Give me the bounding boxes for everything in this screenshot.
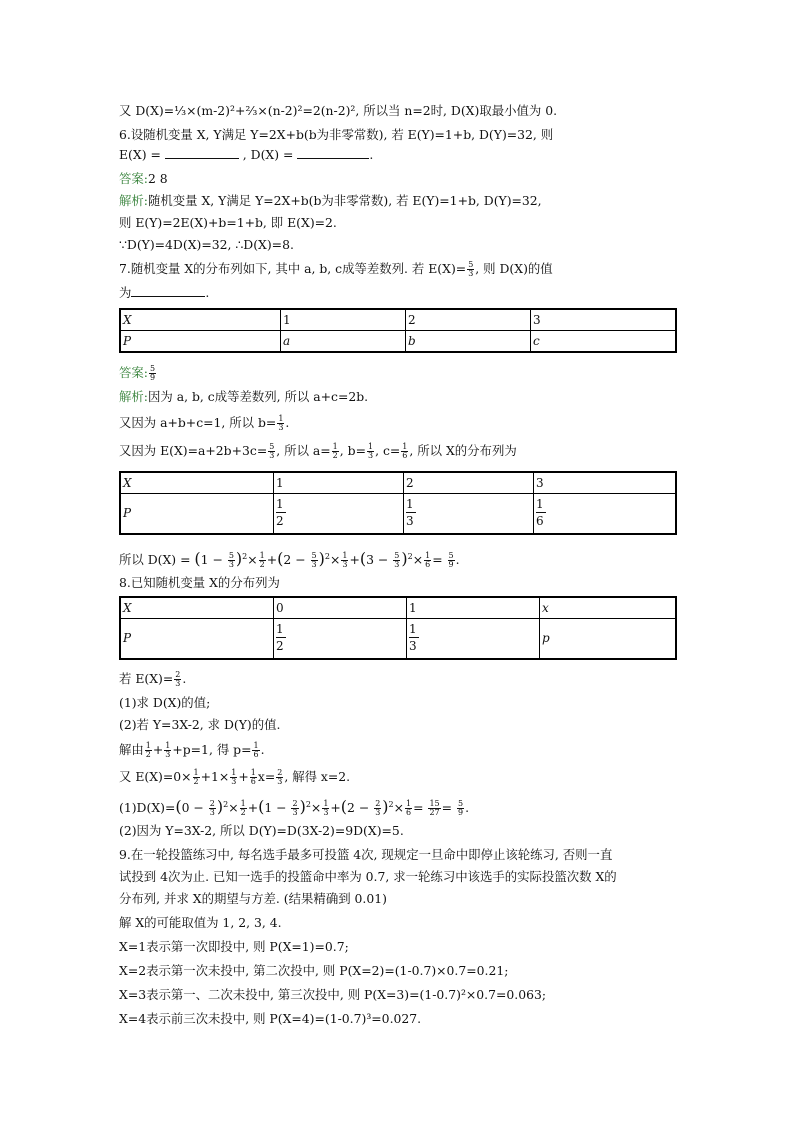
table-cell: $\frac{1}{3}$ xyxy=(407,619,540,659)
q6-blank-a[interactable] xyxy=(165,146,239,159)
fraction: $\frac{5}{9}$ xyxy=(149,364,156,382)
q8-sol-2: 又 E(X)=0× $\frac{1}{2}$ +1× $\frac{1}{3}$ + $\frac{1}{6}$ x= $\frac{2}{3}$ , 解得 x=2. xyxy=(119,768,351,786)
table-cell: $\frac{1}{2}$ xyxy=(274,619,407,659)
q6-blanks: E(X) = , D(X) = . xyxy=(119,147,374,162)
table-cell: c xyxy=(531,331,677,353)
q7-stem xyxy=(119,260,553,278)
q6-blank-b[interactable] xyxy=(297,146,369,159)
q9-stem-3: 分布列, 并求 X的期望与方差. (结果精确到 0.01) xyxy=(119,891,387,906)
q9-sol-1: 解 X的可能取值为 1, 2, 3, 4. xyxy=(119,915,282,930)
table-cell: 1 xyxy=(274,472,404,494)
q7-blank[interactable] xyxy=(131,284,205,297)
q6-answer xyxy=(119,170,168,188)
analysis-text: 随机变量 X, Y满足 Y=2X+b(b为非零常数), 若 E(Y)=1+b, D(Y)=32, xyxy=(147,193,542,208)
q6-analysis-1 xyxy=(119,192,542,210)
table-row xyxy=(120,331,676,353)
answer-label: 答案: xyxy=(119,171,148,186)
q6-analysis-2: 则 E(Y)=2E(X)+b=1+b, 即 E(X)=2. xyxy=(119,215,337,230)
q7-analysis-1: 解析:因为 a, b, c成等差数列, 所以 a+c=2b. xyxy=(119,389,369,404)
q7-distribution-table xyxy=(119,308,677,353)
table-cell: 1 xyxy=(281,309,406,331)
table-row xyxy=(120,472,676,494)
q8-sol-1: 解由 $\frac{1}{2}$ + $\frac{1}{3}$ +p=1, 得 p= $\frac{1}{6}$ . xyxy=(119,741,265,759)
table-cell: b xyxy=(406,331,531,353)
table-cell: X xyxy=(120,597,274,619)
q9-sol-5: X=4表示前三次未投中, 则 P(X=4)=(1-0.7)³=0.027. xyxy=(119,1011,422,1026)
q6-blank-label-b: , D(X) = xyxy=(242,147,294,162)
table-cell: 2 xyxy=(406,309,531,331)
q8-sol-4: (2)因为 Y=3X-2, 所以 D(Y)=D(3X-2)=9D(X)=5. xyxy=(119,823,404,838)
q9-stem-2: 试投到 4次为止. 已知一选手的投篮命中率为 0.7, 求一轮练习中该选手的实际投篮次数 X的 xyxy=(119,869,617,884)
table-cell: 2 xyxy=(404,472,534,494)
q7-stem-2: 为 . xyxy=(119,285,210,300)
table-row xyxy=(120,597,676,619)
answer-label: 答案: xyxy=(119,365,148,380)
table-cell: 1 xyxy=(407,597,540,619)
q9-sol-3: X=2表示第一次未投中, 第二次投中, 则 P(X=2)=(1-0.7)×0.7=0.21; xyxy=(119,963,509,978)
table-cell: 0 xyxy=(274,597,407,619)
table-cell: a xyxy=(281,331,406,353)
q6-stem: 6.设随机变量 X, Y满足 Y=2X+b(b为非零常数), 若 E(Y)=1+b, D(Y)=32, 则 xyxy=(119,127,554,142)
q7-stem-part: 7.随机变量 X的分布列如下, 其中 a, b, c成等差数列. 若 E(X)= xyxy=(119,261,467,276)
analysis-label: 解析: xyxy=(119,193,148,208)
table-cell: X xyxy=(120,472,274,494)
q8-distribution-table xyxy=(119,596,677,660)
q8-sub1: (1)求 D(X)的值; xyxy=(119,695,211,710)
table-cell: P xyxy=(120,619,274,659)
prev-solution-line: 又 D(X)=⅓×(m-2)²+⅔×(n-2)²=2(n-2)², 所以当 n=2时, D(X)取最小值为 0. xyxy=(119,103,558,118)
table-cell: 3 xyxy=(531,309,677,331)
analysis-label: 解析: xyxy=(119,389,148,404)
q8-sub2: (2)若 Y=3X-2, 求 D(Y)的值. xyxy=(119,717,281,732)
table-row xyxy=(120,619,676,659)
q9-stem-1: 9.在一轮投篮练习中, 每名选手最多可投篮 4次, 现规定一旦命中即停止该轮练习, 否则一直 xyxy=(119,847,613,862)
table-row xyxy=(120,309,676,331)
table-cell: $\frac{1}{2}$ xyxy=(274,494,404,534)
q7-analysis-2: 又因为 a+b+c=1, 所以 b= $\frac{1}{3}$ . xyxy=(119,414,290,432)
table-cell: $\frac{1}{3}$ xyxy=(404,494,534,534)
q9-sol-2: X=1表示第一次即投中, 则 P(X=1)=0.7; xyxy=(119,939,349,954)
q7-variance: 所以 D(X) = (1 − $\frac{5}{3}$ )$^2$× $\frac{1}{2}$ +(2 − $\frac{5}{3}$ )$^2$× $\frac{1}{3}$ +(3 − $\frac{5}{3}$ )$^2$× $\frac{1}{6}$ = $\frac{5}{9}$ . xyxy=(119,549,460,570)
q7-solution-table xyxy=(119,471,677,535)
table-cell: 3 xyxy=(534,472,677,494)
q8-sol-3: (1)D(X)=(0 − $\frac{2}{3}$ )$^2$× $\frac{1}{2}$ +(1 − $\frac{2}{3}$ )$^2$× $\frac{1}{3}$ +(2 − $\frac{2}{3}$ )$^2$× $\frac{1}{6}$ = $\frac{15}{27}$ = $\frac{5}{9}$ . xyxy=(119,797,470,818)
table-cell: P xyxy=(120,494,274,534)
q7-answer xyxy=(119,364,157,382)
q9-sol-4: X=3表示第一、二次未投中, 第三次投中, 则 P(X=3)=(1-0.7)²×0.7=0.063; xyxy=(119,987,547,1002)
table-row xyxy=(120,494,676,534)
table-cell: x xyxy=(540,597,677,619)
table-cell: p xyxy=(540,619,677,659)
q6-blank-label-a: E(X) = xyxy=(119,147,161,162)
table-cell: X xyxy=(120,309,281,331)
table-cell: $\frac{1}{6}$ xyxy=(534,494,677,534)
q8-stem: 8.已知随机变量 X的分布列为 xyxy=(119,575,280,590)
fraction: $\frac{5}{3}$ xyxy=(468,260,474,278)
q7-stem-part: , 则 D(X)的值 xyxy=(475,261,553,276)
answer-value: 2 8 xyxy=(147,171,168,186)
q7-analysis-3: 又因为 E(X)=a+2b+3c= $\frac{5}{3}$ , 所以 a= $\frac{1}{2}$ , b= $\frac{1}{3}$ , c= $\frac{1}{6}$ , 所以 X的分布列为 xyxy=(119,442,517,460)
q6-analysis-3: ∵D(Y)=4D(X)=32, ∴D(X)=8. xyxy=(119,237,294,252)
q8-given: 若 E(X)= $\frac{2}{3}$ . xyxy=(119,670,187,688)
table-cell: P xyxy=(120,331,281,353)
